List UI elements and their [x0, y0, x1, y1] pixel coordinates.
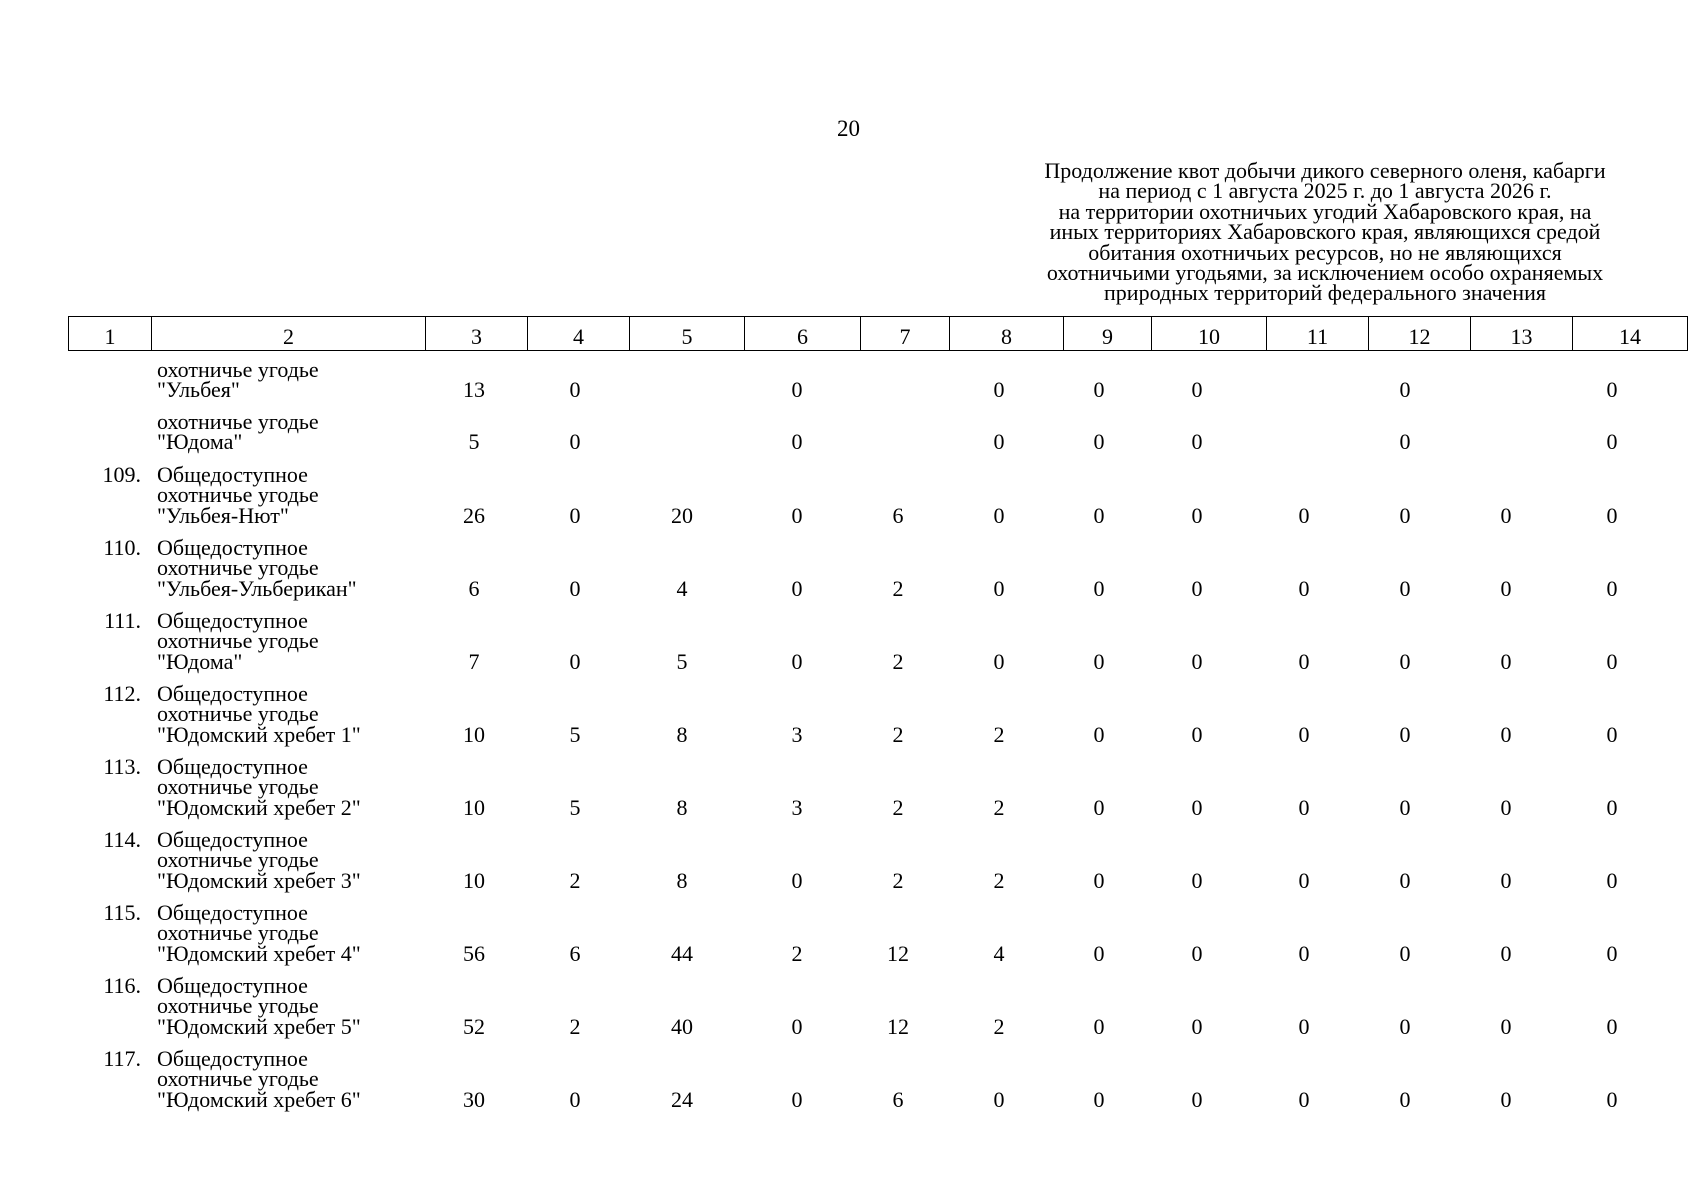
column-header-10: 10	[1152, 317, 1267, 351]
name-line: охотничье угодье	[157, 774, 319, 800]
value-col-3: 13	[463, 377, 485, 403]
row-number: 113.	[103, 754, 141, 779]
value-col-6: 2	[791, 940, 803, 966]
value-col-9: 0	[1093, 377, 1105, 403]
heading-line: охотничьими угодьями, за исключением особо охраняемых	[1046, 260, 1604, 286]
name-line: охотничье угодье	[157, 993, 319, 1019]
value-col-5: 44	[671, 940, 693, 966]
value-col-12: 0	[1399, 429, 1411, 455]
name-line: "Юдома"	[157, 648, 243, 674]
heading-line: на период с 1 августа 2025 г. до 1 августа 2026 г.	[1098, 178, 1552, 204]
value-col-5: 8	[676, 794, 688, 820]
value-col-8: 2	[993, 1013, 1005, 1039]
value-col-13: 0	[1500, 867, 1512, 893]
row-number: 115.	[103, 900, 141, 925]
value-col-8: 2	[993, 721, 1005, 747]
name-line: охотничье угодье	[157, 409, 319, 434]
value-col-13: 0	[1500, 1086, 1512, 1112]
value-col-9: 0	[1093, 867, 1105, 893]
value-col-4: 0	[569, 575, 581, 601]
value-col-11: 0	[1298, 1086, 1310, 1112]
value-col-3: 52	[463, 1013, 485, 1039]
value-col-5: 24	[671, 1086, 693, 1112]
value-col-9: 0	[1093, 1013, 1105, 1039]
name-line: "Юдомский хребет 2"	[157, 794, 361, 820]
hunting-ground-name	[157, 754, 417, 820]
value-col-3: 7	[468, 648, 480, 674]
column-header-8: 8	[950, 317, 1064, 351]
value-col-6: 0	[791, 575, 803, 601]
hunting-ground-name	[157, 827, 417, 893]
value-col-8: 0	[993, 377, 1005, 403]
value-col-12: 0	[1399, 575, 1411, 601]
value-col-9: 0	[1093, 502, 1105, 528]
column-header-11: 11	[1267, 317, 1369, 351]
value-col-11: 0	[1298, 867, 1310, 893]
column-header-3: 3	[426, 317, 528, 351]
value-col-4: 0	[569, 429, 581, 455]
value-col-10: 0	[1191, 648, 1203, 674]
value-col-13: 0	[1500, 502, 1512, 528]
column-header-14: 14	[1573, 317, 1688, 351]
column-header-1: 1	[69, 317, 152, 351]
column-header-9: 9	[1064, 317, 1152, 351]
value-col-4: 0	[569, 377, 581, 403]
name-line: Общедоступное	[157, 462, 308, 487]
value-col-12: 0	[1399, 867, 1411, 893]
name-line: "Юдомский хребет 4"	[157, 940, 361, 966]
name-line: Общедоступное	[157, 827, 308, 852]
value-col-9: 0	[1093, 721, 1105, 747]
value-col-14: 0	[1606, 1013, 1618, 1039]
value-col-8: 0	[993, 429, 1005, 455]
value-col-7: 2	[892, 648, 904, 674]
value-col-14: 0	[1606, 575, 1618, 601]
value-col-6: 3	[791, 721, 803, 747]
value-col-14: 0	[1606, 1086, 1618, 1112]
value-col-14: 0	[1606, 867, 1618, 893]
value-col-4: 0	[569, 1086, 581, 1112]
value-col-8: 0	[993, 502, 1005, 528]
document-heading	[1010, 158, 1640, 306]
value-col-6: 0	[791, 1086, 803, 1112]
value-col-13: 0	[1500, 940, 1512, 966]
name-line: охотничье угодье	[157, 628, 319, 654]
name-line: Общедоступное	[157, 900, 308, 925]
hunting-ground-name	[157, 1046, 417, 1112]
row-number: 114.	[103, 827, 141, 852]
page-number: 20	[837, 116, 860, 141]
name-line: охотничье угодье	[157, 920, 319, 946]
heading-line: на территории охотничьих угодий Хабаровского края, на	[1058, 198, 1592, 224]
value-col-8: 2	[993, 867, 1005, 893]
column-header-4: 4	[528, 317, 630, 351]
value-col-9: 0	[1093, 940, 1105, 966]
value-col-7: 12	[887, 940, 909, 966]
value-col-8: 0	[993, 648, 1005, 674]
column-number-header	[68, 316, 1688, 351]
value-col-12: 0	[1399, 648, 1411, 674]
name-line: "Юдомский хребет 1"	[157, 721, 361, 747]
name-line: Общедоступное	[157, 754, 308, 779]
name-line: охотничье угодье	[157, 847, 319, 873]
value-col-6: 0	[791, 867, 803, 893]
value-col-5: 20	[671, 502, 693, 528]
hunting-ground-name	[157, 973, 417, 1039]
hunting-ground-name	[157, 535, 417, 601]
value-col-3: 5	[468, 429, 480, 455]
value-col-4: 5	[569, 794, 581, 820]
value-col-8: 0	[993, 575, 1005, 601]
value-col-10: 0	[1191, 1013, 1203, 1039]
row-number: 109.	[102, 462, 141, 487]
value-col-9: 0	[1093, 429, 1105, 455]
value-col-10: 0	[1191, 575, 1203, 601]
value-col-8: 2	[993, 794, 1005, 820]
hunting-ground-name	[157, 357, 417, 403]
value-col-11: 0	[1298, 502, 1310, 528]
header-row	[69, 317, 1688, 351]
name-line: Общедоступное	[157, 973, 308, 998]
value-col-14: 0	[1606, 794, 1618, 820]
value-col-11: 0	[1298, 575, 1310, 601]
value-col-10: 0	[1191, 377, 1203, 403]
value-col-7: 2	[892, 867, 904, 893]
value-col-14: 0	[1606, 502, 1618, 528]
value-col-7: 2	[892, 575, 904, 601]
value-col-12: 0	[1399, 721, 1411, 747]
value-col-14: 0	[1606, 429, 1618, 455]
value-col-5: 4	[676, 575, 688, 601]
value-col-11: 0	[1298, 721, 1310, 747]
value-col-9: 0	[1093, 1086, 1105, 1112]
name-line: "Ульбея-Нют"	[157, 502, 289, 528]
hunting-ground-name	[157, 462, 417, 528]
name-line: "Ульбея"	[157, 377, 240, 403]
hunting-ground-name	[157, 608, 417, 674]
value-col-5: 8	[676, 721, 688, 747]
value-col-4: 5	[569, 721, 581, 747]
row-number: 117.	[103, 1046, 141, 1071]
row-number: 112.	[103, 681, 141, 706]
row-number: 110.	[103, 535, 141, 560]
value-col-12: 0	[1399, 794, 1411, 820]
value-col-12: 0	[1399, 1013, 1411, 1039]
value-col-7: 6	[892, 502, 904, 528]
value-col-10: 0	[1191, 940, 1203, 966]
value-col-10: 0	[1191, 429, 1203, 455]
row-number: 111.	[104, 608, 141, 633]
column-header-5: 5	[630, 317, 745, 351]
value-col-11: 0	[1298, 1013, 1310, 1039]
name-line: охотничье угодье	[157, 1066, 319, 1092]
hunting-ground-name	[157, 681, 417, 747]
heading-line: природных территорий федерального значения	[1104, 280, 1546, 306]
heading-line: Продолжение квот добычи дикого северного оленя, кабарги	[1044, 158, 1606, 183]
value-col-11: 0	[1298, 648, 1310, 674]
value-col-14: 0	[1606, 648, 1618, 674]
value-col-3: 10	[463, 794, 485, 820]
value-col-6: 0	[791, 377, 803, 403]
column-header-7: 7	[861, 317, 950, 351]
value-col-12: 0	[1399, 502, 1411, 528]
value-col-10: 0	[1191, 867, 1203, 893]
value-col-7: 2	[892, 794, 904, 820]
value-col-12: 0	[1399, 1086, 1411, 1112]
value-col-6: 0	[791, 1013, 803, 1039]
name-line: "Юдомский хребет 5"	[157, 1013, 361, 1039]
value-col-6: 0	[791, 648, 803, 674]
heading-line: обитания охотничьих ресурсов, но не являющихся	[1088, 239, 1562, 265]
hunting-ground-name	[157, 409, 417, 455]
value-col-14: 0	[1606, 940, 1618, 966]
value-col-10: 0	[1191, 1086, 1203, 1112]
value-col-8: 0	[993, 1086, 1005, 1112]
value-col-11: 0	[1298, 794, 1310, 820]
value-col-3: 10	[463, 721, 485, 747]
value-col-3: 56	[463, 940, 485, 966]
value-col-4: 2	[569, 1013, 581, 1039]
value-col-6: 0	[791, 429, 803, 455]
name-line: Общедоступное	[157, 535, 308, 560]
value-col-6: 0	[791, 502, 803, 528]
value-col-7: 6	[892, 1086, 904, 1112]
value-col-5: 40	[671, 1013, 693, 1039]
name-line: охотничье угодье	[157, 482, 319, 508]
value-col-12: 0	[1399, 377, 1411, 403]
name-line: Общедоступное	[157, 681, 308, 706]
name-line: охотничье угодье	[157, 701, 319, 727]
column-header-6: 6	[745, 317, 861, 351]
column-header-13: 13	[1471, 317, 1573, 351]
value-col-13: 0	[1500, 721, 1512, 747]
value-col-6: 3	[791, 794, 803, 820]
name-line: "Юдома"	[157, 429, 243, 455]
value-col-3: 6	[468, 575, 480, 601]
value-col-3: 26	[463, 502, 485, 528]
name-line: охотничье угодье	[157, 555, 319, 581]
value-col-13: 0	[1500, 575, 1512, 601]
value-col-5: 8	[676, 867, 688, 893]
value-col-7: 12	[887, 1013, 909, 1039]
value-col-4: 0	[569, 502, 581, 528]
column-header-12: 12	[1369, 317, 1471, 351]
value-col-14: 0	[1606, 721, 1618, 747]
value-col-14: 0	[1606, 377, 1618, 403]
name-line: "Юдомский хребет 3"	[157, 867, 361, 893]
value-col-5: 5	[676, 648, 688, 674]
row-number: 116.	[103, 973, 141, 998]
value-col-4: 6	[569, 940, 581, 966]
value-col-10: 0	[1191, 794, 1203, 820]
value-col-7: 2	[892, 721, 904, 747]
name-line: охотничье угодье	[157, 357, 319, 382]
value-col-12: 0	[1399, 940, 1411, 966]
value-col-4: 0	[569, 648, 581, 674]
value-col-8: 4	[993, 940, 1005, 966]
name-line: "Юдомский хребет 6"	[157, 1086, 361, 1112]
column-header-2: 2	[152, 317, 426, 351]
value-col-10: 0	[1191, 502, 1203, 528]
value-col-11: 0	[1298, 940, 1310, 966]
heading-line: иных территориях Хабаровского края, являющихся средой	[1049, 219, 1601, 245]
name-line: Общедоступное	[157, 1046, 308, 1071]
value-col-9: 0	[1093, 648, 1105, 674]
value-col-13: 0	[1500, 1013, 1512, 1039]
value-col-13: 0	[1500, 794, 1512, 820]
value-col-13: 0	[1500, 648, 1512, 674]
name-line: Общедоступное	[157, 608, 308, 633]
value-col-3: 30	[463, 1086, 485, 1112]
value-col-3: 10	[463, 867, 485, 893]
value-col-9: 0	[1093, 575, 1105, 601]
value-col-4: 2	[569, 867, 581, 893]
name-line: "Ульбея-Ульберикан"	[157, 575, 357, 601]
value-col-10: 0	[1191, 721, 1203, 747]
hunting-ground-name	[157, 900, 417, 966]
value-col-9: 0	[1093, 794, 1105, 820]
